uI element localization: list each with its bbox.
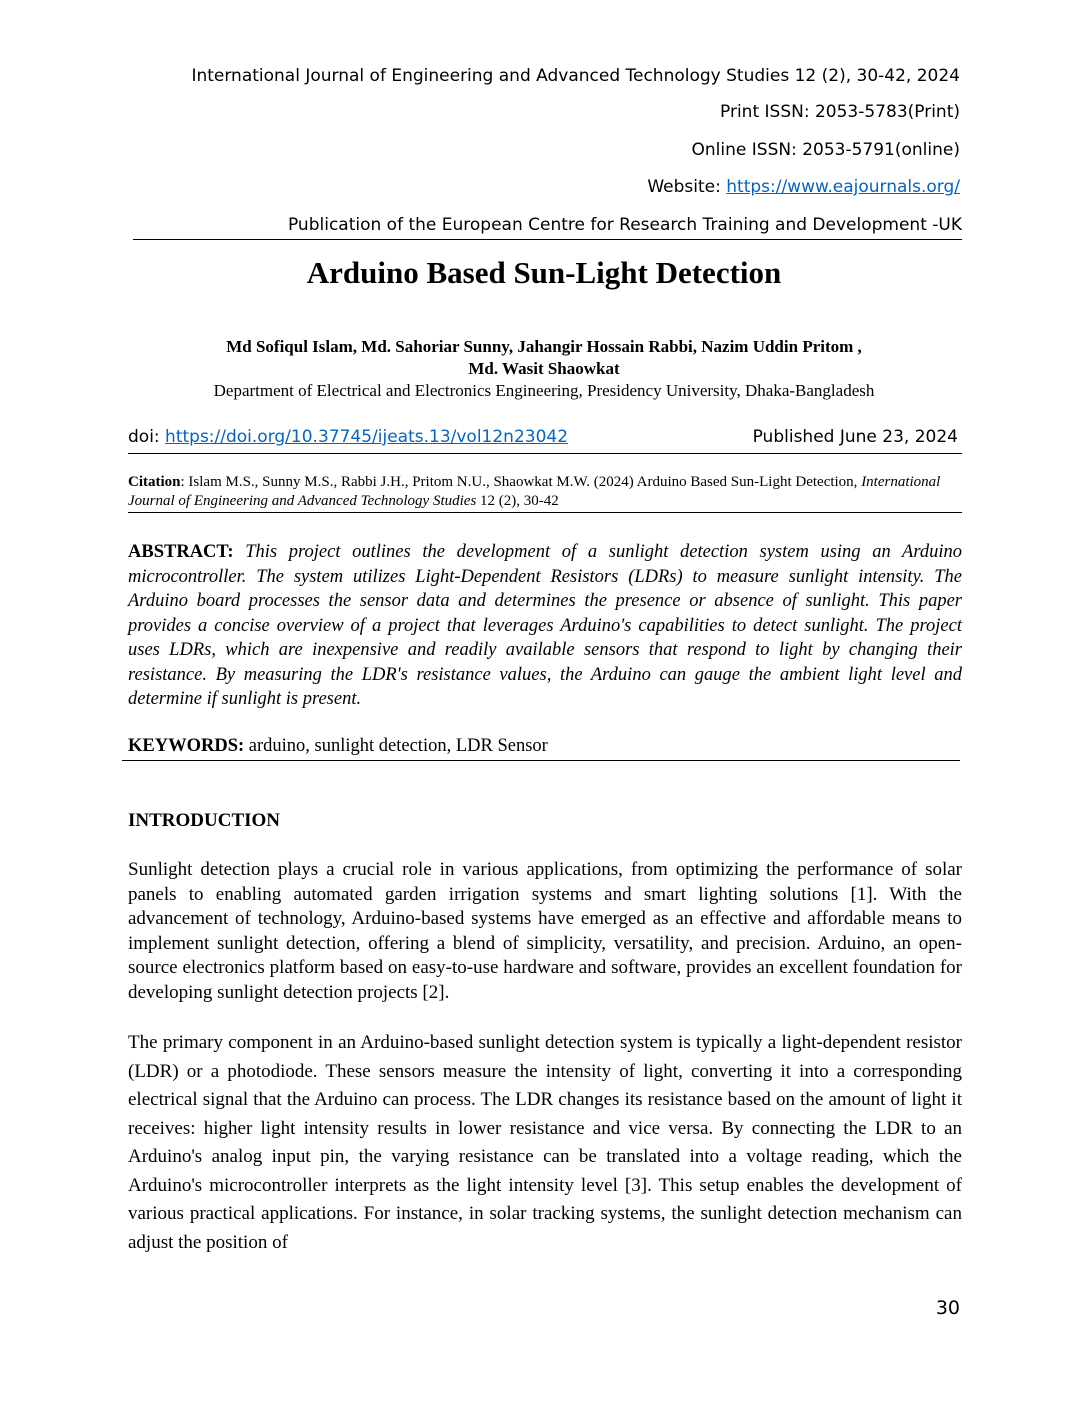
keywords-text: arduino, sunlight detection, LDR Sensor — [244, 736, 548, 756]
abstract-label: ABSTRACT: — [128, 542, 234, 562]
website-label: Website: — [647, 177, 727, 197]
intro-paragraph-1: Sunlight detection plays a crucial role in various applications, from optimizing the performance of solar panels to enabling automated garden irrigation systems and smart lighting solutions [1]. With the advancement of technology, Arduino-based systems have emerged as an effective and affordable means to implement sunlight detection, offering a blend of simplicity, versatility, and precision. Arduino, an open-source electronics platform based on easy-to-use hardware and software, provides an excellent foundation for developing sunlight detection projects [2]. — [128, 859, 962, 1003]
published-date: Published June 23, 2024 — [752, 427, 958, 447]
authors — [0, 336, 1088, 380]
citation — [128, 473, 962, 513]
page-number: 30 — [935, 1297, 960, 1319]
print-issn: Print ISSN: 2053-5783(Print) — [720, 102, 960, 122]
abstract-text: This project outlines the development of a sunlight detection system using an Arduino microcontroller. The system utilizes Light-Dependent Resistors (LDRs) to measure sunlight intensity. The Arduino board processes the sensor data and determines the presence or absence of sunlight. This paper provides a concise overview of a project that leverages Arduino's capabilities to detect sunlight. The project uses LDRs, which are inexpensive and readily available sensors that respond to light by changing their resistance. By measuring the LDR's resistance values, the Arduino can gauge the ambient light level and determine if sunlight is present. — [128, 542, 963, 709]
authors-line-2: Md. Wasit Shaowkat — [468, 359, 620, 378]
doi — [128, 427, 568, 447]
publication-line — [133, 214, 962, 240]
citation-journal: International Journal of Engineering and Advanced Technology Studies — [128, 474, 941, 509]
intro-paragraph-2: The primary component in an Arduino-based sunlight detection system is typically a light-dependent resistor (LDR) or a photodiode. These sensors measure the intensity of light, converting it into a corresponding electrical signal that the Arduino can process. The LDR changes its resistance based on the amount of light it receives: higher light intensity results in lower resistance and vice versa. By connecting the LDR to an Arduino's analog input pin, the varying resistance can be translated into a voltage reading, which the Arduino's microcontroller interprets as the light intensity level [3]. This setup enables the development of various practical applications. For instance, in solar tracking systems, the sunlight detection mechanism can adjust the position of — [128, 1032, 962, 1253]
doi-row — [128, 427, 962, 454]
website-link[interactable]: https://www.eajournals.org/ — [726, 177, 960, 197]
keywords-label: KEYWORDS: — [128, 736, 245, 756]
paper-title: Arduino Based Sun-Light Detection — [306, 255, 782, 290]
citation-label: Citation — [128, 474, 181, 490]
publication-text: Publication of the European Centre for Research Training and Development -UK — [287, 215, 962, 235]
online-issn: Online ISSN: 2053-5791(online) — [691, 140, 960, 160]
section-heading-introduction: INTRODUCTION — [128, 810, 281, 831]
authors-line-1: Md Sofiqul Islam, Md. Sahoriar Sunny, Jahangir Hossain Rabbi, Nazim Uddin Pritom , — [226, 337, 862, 356]
abstract — [128, 540, 962, 712]
journal-line: International Journal of Engineering and Advanced Technology Studies 12 (2), 30-42, 2024 — [191, 66, 960, 86]
citation-text-1: : Islam M.S., Sunny M.S., Rabbi J.H., Pritom N.U., Shaowkat M.W. (2024) Arduino Based Sun-Light Detection, — [180, 474, 862, 490]
doi-link[interactable]: https://doi.org/10.37745/ijeats.13/vol12n23042 — [165, 427, 569, 447]
doi-label: doi: — [128, 427, 166, 447]
affiliation: Department of Electrical and Electronics Engineering, Presidency University, Dhaka-Bangladesh — [213, 381, 875, 400]
website-line — [647, 177, 960, 197]
citation-text-2: 12 (2), 30-42 — [476, 493, 559, 509]
keywords — [122, 736, 960, 761]
